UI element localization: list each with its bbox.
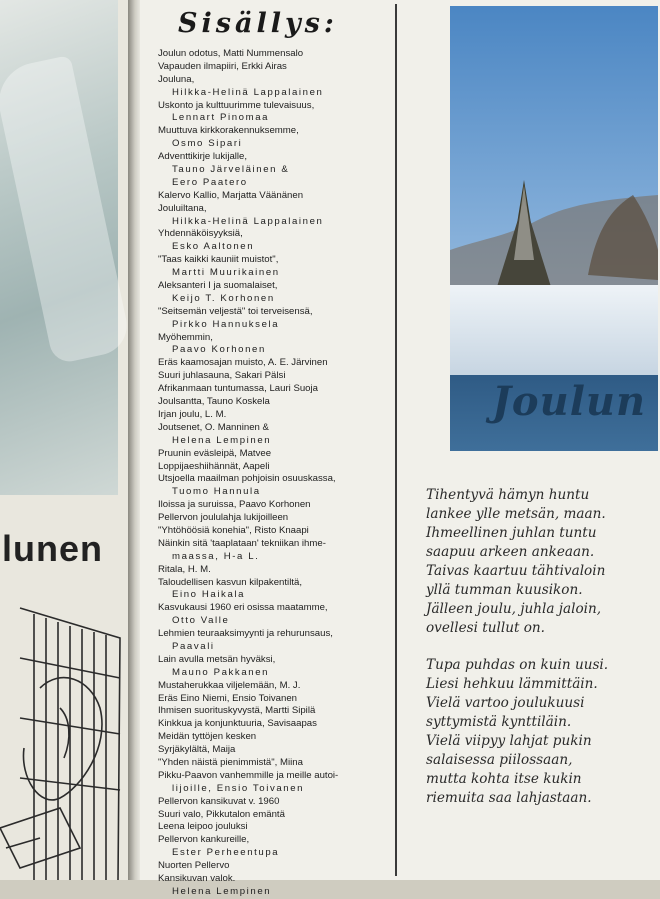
toc-entry: Uskonto ja kulttuurimme tulevaisuus, [158, 99, 315, 111]
toc-entry: Hilkka-Helinä Lappalainen [172, 215, 324, 227]
toc-entry: Kasvukausi 1960 eri osissa maatamme, [158, 602, 328, 614]
toc-entry: lijoille, Ensio Toivanen [172, 782, 305, 794]
poem-line: Taivas kaartuu tähtivaloin [426, 563, 606, 579]
toc-entry: Ihmisen suorituskyvystä, Martti Sipilä [158, 705, 316, 717]
toc-entry: Leena leipoo jouluksi [158, 821, 248, 833]
toc-entry: Eräs kaamosajan muisto, A. E. Järvinen [158, 357, 328, 369]
toc-entry: Ester Perheentupa [172, 847, 280, 859]
poem-line: saapuu arkeen ankeaan. [426, 544, 595, 560]
toc-entry: Näinkin sitä 'taaplataan' tekniikan ihme- [158, 537, 326, 549]
poem-line: Tihentyvä hämyn huntu [426, 487, 590, 503]
table-of-contents [158, 8, 390, 897]
toc-entry: Iloissa ja suruissa, Paavo Korhonen [158, 499, 311, 511]
poem-line: riemuita saa lahjastaan. [426, 790, 592, 806]
left-page-illustration [0, 598, 128, 880]
toc-entry: Lennart Pinomaa [172, 112, 270, 124]
toc-entry: "Seitsemän veljestä" toi terveisensä, [158, 305, 313, 317]
toc-entry: Utsjoella maailman pohjoisin osuuskassa, [158, 473, 336, 485]
toc-entry: Joulsantta, Tauno Koskela [158, 396, 270, 408]
toc-entry: Suuri valo, Pikkutalon emäntä [158, 808, 285, 820]
toc-entry: Tuomo Hannula [172, 486, 261, 498]
toc-entry: Joutsenet, O. Manninen & [158, 421, 269, 433]
toc-entry: Ritala, H. M. [158, 563, 211, 575]
toc-entry: Eräs Eino Niemi, Ensio Toivanen [158, 692, 298, 704]
toc-entry: Suuri juhlasauna, Sakari Pälsi [158, 370, 286, 382]
toc-entry: Lehmien teuraaksimyynti ja rehurunsaus, [158, 628, 333, 640]
poem-line: yllä tumman kuusikon. [426, 582, 583, 598]
toc-entry: Hilkka-Helinä Lappalainen [172, 86, 324, 98]
poem-line: Jälleen joulu, juhla jaloin, [426, 601, 602, 617]
poem-line: Ihmeellinen juhlan tuntu [426, 525, 597, 541]
left-page-title-fragment: lunen [2, 528, 103, 569]
left-page-photo [0, 0, 118, 495]
toc-entry: Martti Muurikainen [172, 267, 280, 279]
poem-line: syttymistä kynttiläin. [426, 714, 572, 730]
poem-line: Liesi hehkuu lämmittäin. [426, 676, 598, 692]
toc-entry: Kinkkua ja konjunktuuria, Savisaapas [158, 718, 317, 730]
toc-entry: "Yhden näistä pienimmistä", Miina [158, 756, 303, 768]
toc-entry: Taloudellisen kasvun kilpakentiltä, [158, 576, 302, 588]
toc-entry: maassa, H-a L. [172, 550, 260, 562]
toc-entry: Helena Lempinen [172, 434, 272, 446]
toc-entry: Jouluna, [158, 73, 195, 85]
toc-list [158, 48, 390, 899]
toc-title: Sisällys: [178, 8, 338, 39]
column-divider [395, 4, 397, 876]
poem-line: mutta kohta itse kukin [426, 771, 582, 787]
toc-entry: Lain avulla metsän hyväksi, [158, 653, 276, 665]
toc-entry: Paavali [172, 640, 215, 652]
photo-caption-fragment: Joulun [492, 378, 647, 425]
toc-entry: Otto Valle [172, 615, 230, 627]
poem [426, 486, 660, 826]
toc-entry: Mustaherukkaa viljelemään, M. J. [158, 679, 301, 691]
toc-entry: Aleksanteri I ja suomalaiset, [158, 280, 278, 292]
poem-line: Vielä viipyy lahjat pukin [426, 733, 592, 749]
toc-entry: Jouluiltana, [158, 202, 207, 214]
toc-entry: Osmo Sipari [172, 138, 243, 150]
toc-entry: Muuttuva kirkkorakennuksemme, [158, 125, 299, 137]
toc-entry: Vapauden ilmapiiri, Erkki Airas [158, 60, 287, 72]
toc-entry: Pruunin eväsleipä, Matvee [158, 447, 272, 459]
poem-line: lankee ylle metsän, maan. [426, 506, 606, 522]
toc-entry: Eino Haikala [172, 589, 246, 601]
toc-entry: Pikku-Paavon vanhemmille ja meille autoi- [158, 769, 339, 781]
toc-entry: "Taas kaikki kauniit muistot", [158, 254, 279, 266]
poem-line: Vielä vartoo joulukuusi [426, 695, 585, 711]
poem-line: salaisessa piilossaan, [426, 752, 573, 768]
toc-entry: Pirkko Hannuksela [172, 318, 280, 330]
toc-entry: Keijo T. Korhonen [172, 292, 275, 304]
toc-entry: Myöhemmin, [158, 331, 213, 343]
toc-entry: Kalervo Kallio, Marjatta Väänänen [158, 189, 304, 201]
toc-entry: Pellervon joululahja lukijoilleen [158, 512, 289, 524]
toc-entry: Meidän tyttöjen kesken [158, 731, 257, 743]
toc-entry: Afrikanmaan tuntumassa, Lauri Suoja [158, 383, 318, 395]
toc-entry: Irjan joulu, L. M. [158, 408, 227, 420]
left-page-fragment [0, 0, 132, 880]
toc-entry: Kansikuvan valok. [158, 873, 236, 884]
poem-line: ovellesi tullut on. [426, 620, 546, 636]
toc-entry: Helena Lempinen [172, 885, 272, 897]
toc-entry: "Yhtöhöösiä konehia", Risto Knaapi [158, 524, 309, 536]
toc-entry: Joulun odotus, Matti Nummensalo [158, 48, 304, 59]
toc-entry: Mauno Pakkanen [172, 666, 270, 678]
toc-entry: Paavo Korhonen [172, 344, 266, 356]
poem-stanza-2 [426, 656, 660, 808]
toc-entry: Pellervon kankureille, [158, 834, 250, 846]
toc-entry: Pellervon kansikuvat v. 1960 [158, 795, 280, 807]
toc-entry: Yhdennäköisyyksiä, [158, 228, 243, 240]
toc-entry: Nuorten Pellervo [158, 860, 230, 872]
poem-line: Tupa puhdas on kuin uusi. [426, 657, 609, 673]
poem-stanza-1 [426, 486, 660, 638]
toc-entry: Loppijaeshiihännät, Aapeli [158, 460, 270, 472]
toc-entry: Eero Paatero [172, 176, 248, 188]
toc-entry: Adventtikirje lukijalle, [158, 151, 248, 163]
toc-entry: Syrjäkylältä, Maija [158, 744, 236, 756]
toc-entry: Tauno Järveläinen & [172, 164, 290, 176]
toc-entry: Esko Aaltonen [172, 241, 255, 253]
